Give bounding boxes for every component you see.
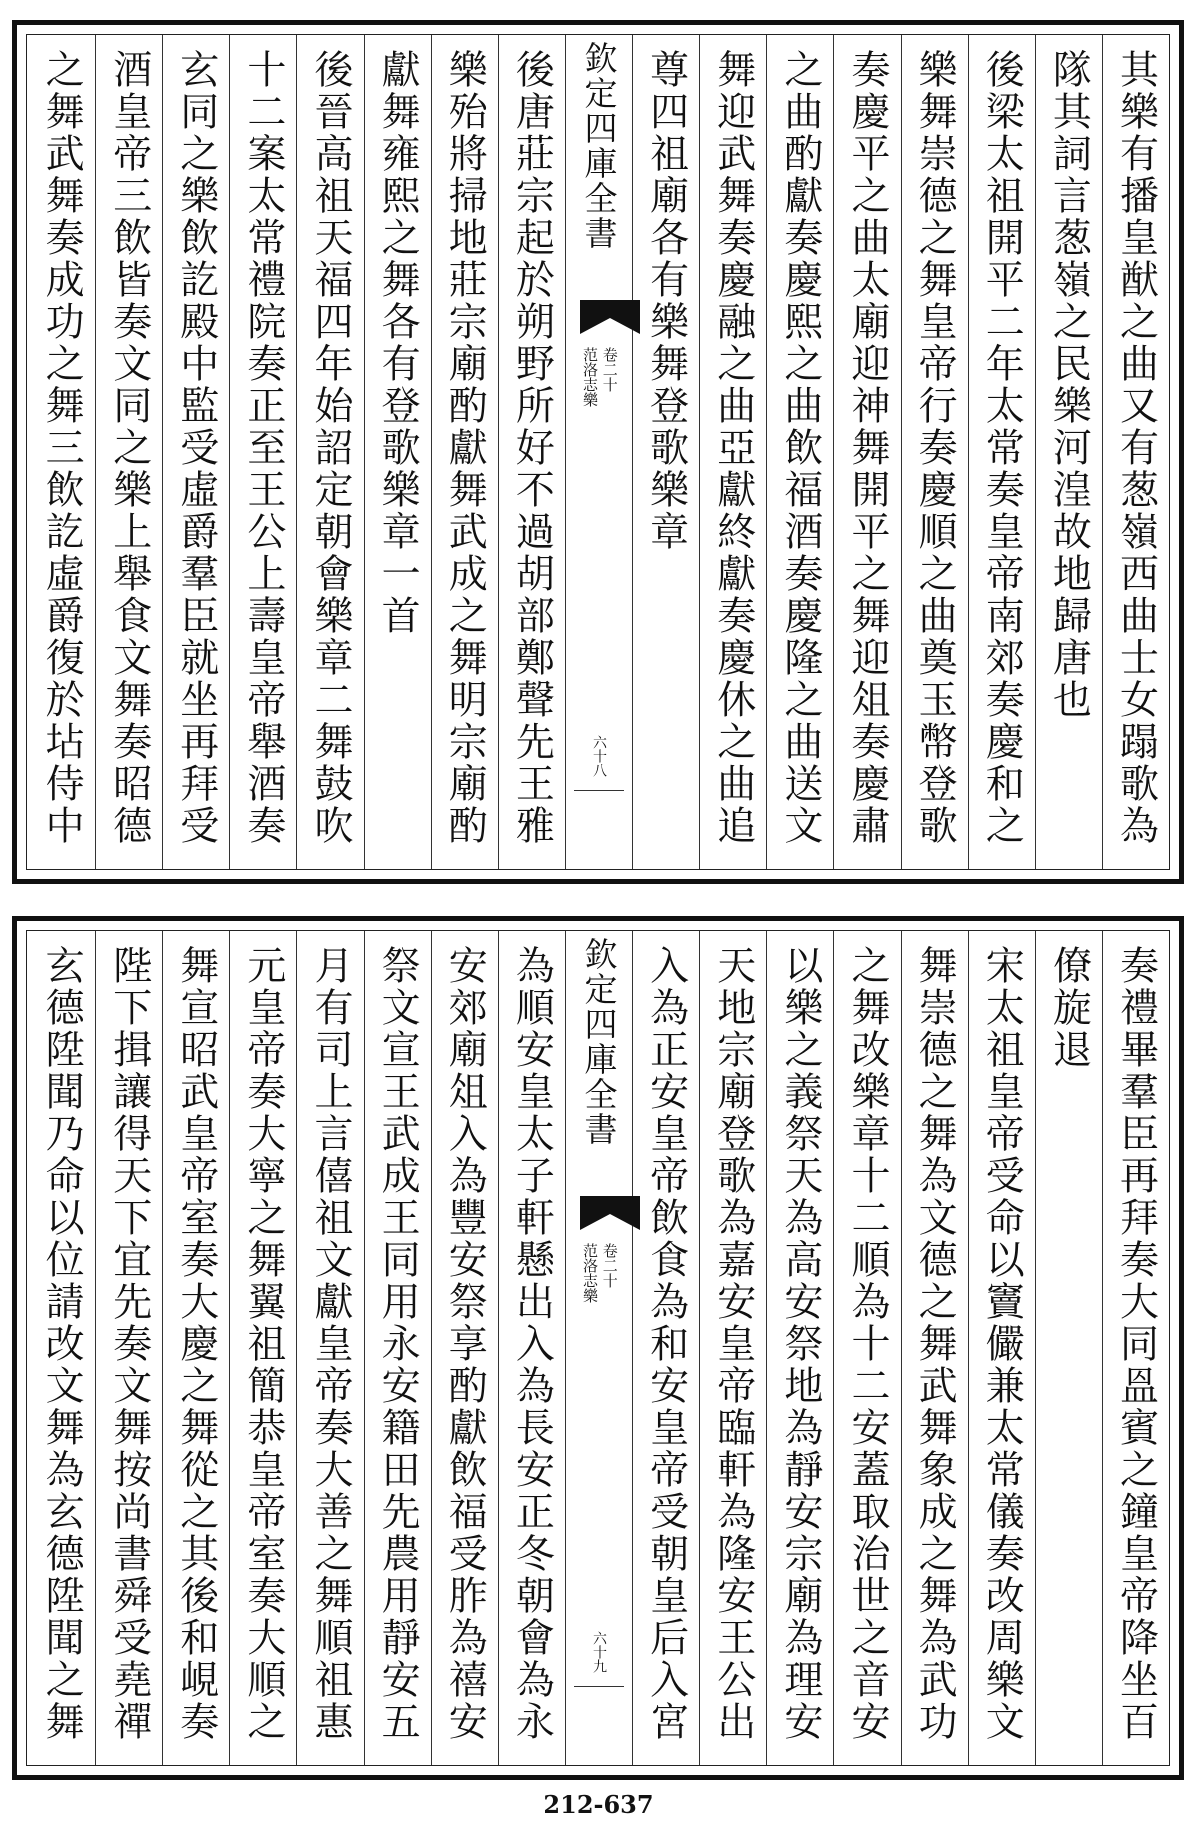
text-column <box>28 35 95 869</box>
text-column <box>162 35 229 869</box>
fish-tail-mark <box>580 300 640 334</box>
book-series-title: 欽定四庫全書 <box>579 41 619 251</box>
text-column <box>498 35 565 869</box>
volume-label: 卷二十 <box>600 347 619 392</box>
book-name: 范洛志樂 <box>581 347 599 407</box>
column-text: 後晉高祖天福四年始詔定朝會樂章二舞鼓吹 <box>308 49 354 847</box>
lower-page <box>12 916 1184 1780</box>
column-text: 舞迎武舞奏慶融之曲亞獻終獻奏慶休之曲追 <box>710 49 756 847</box>
column-text: 玄同之樂飲訖殿中監受虛爵羣臣就坐再拜受 <box>173 49 219 847</box>
column-text: 為順安皇太子軒懸出入為長安正冬朝會為永 <box>509 945 555 1743</box>
book-name: 范洛志樂 <box>581 1243 599 1303</box>
text-column <box>296 35 363 869</box>
text-column <box>229 35 296 869</box>
leaf-number: 六十八 <box>591 735 607 777</box>
text-column <box>1102 35 1169 869</box>
column-text: 奏慶平之曲太廟迎神舞開平之舞迎俎奏慶肅 <box>844 49 890 847</box>
text-column <box>699 35 766 869</box>
upper-page <box>12 20 1184 884</box>
column-text: 玄德陞聞乃命以位請改文舞為玄德陞聞之舞 <box>39 945 85 1743</box>
column-text: 陛下揖讓得天下宜先奏文舞按尚書舜受堯禪 <box>106 945 152 1743</box>
upper-page-frame <box>26 34 1170 870</box>
column-text: 月有司上言僖祖文獻皇帝奏大善之舞順祖惠 <box>308 945 354 1743</box>
text-column <box>968 931 1035 1765</box>
text-column <box>431 35 498 869</box>
center-margin-column <box>565 35 632 869</box>
column-text: 舞宣昭武皇帝室奏大慶之舞從之其後和峴奏 <box>173 945 219 1743</box>
column-text: 獻舞雍熙之舞各有登歌樂章一首 <box>375 49 421 637</box>
column-text: 後唐莊宗起於朔野所好不過胡部鄭聲先王雅 <box>509 49 555 847</box>
column-text: 奏禮畢羣臣再拜奏大同𥁕賓之鐘皇帝降坐百 <box>1113 945 1159 1743</box>
text-column <box>364 931 431 1765</box>
center-margin-column <box>565 931 632 1765</box>
text-column <box>1102 931 1169 1765</box>
text-column <box>95 35 162 869</box>
text-column <box>833 931 900 1765</box>
text-column <box>28 931 95 1765</box>
text-column <box>699 931 766 1765</box>
leaf-number: 六十九 <box>591 1631 607 1673</box>
text-column <box>1035 35 1102 869</box>
text-column <box>229 931 296 1765</box>
text-column <box>632 35 699 869</box>
text-column <box>431 931 498 1765</box>
text-column <box>364 35 431 869</box>
column-text: 以樂之義祭天為高安祭地為靜安宗廟為理安 <box>777 945 823 1743</box>
text-column <box>95 931 162 1765</box>
text-column <box>296 931 363 1765</box>
text-column <box>498 931 565 1765</box>
column-text: 之舞改樂章十二順為十二安蓋取治世之音安 <box>844 945 890 1743</box>
text-column <box>968 35 1035 869</box>
column-text: 十二案太常禮院奏正至王公上壽皇帝舉酒奏 <box>240 49 286 847</box>
column-text: 祭文宣王武成王同用永安籍田先農用靜安五 <box>375 945 421 1743</box>
text-column <box>766 931 833 1765</box>
lower-page-frame <box>26 930 1170 1766</box>
text-column <box>901 931 968 1765</box>
fish-tail-mark <box>580 1196 640 1230</box>
column-text: 之曲酌獻奏慶熙之曲飲福酒奏慶隆之曲送文 <box>777 49 823 847</box>
column-text: 元皇帝奏大寧之舞翼祖簡恭皇帝室奏大順之 <box>240 945 286 1743</box>
column-text: 安郊廟俎入為豐安祭享酌獻飲福受胙為禧安 <box>442 945 488 1743</box>
text-column <box>162 931 229 1765</box>
margin-rule <box>574 1686 624 1687</box>
column-text: 尊四祖廟各有樂舞登歌樂章 <box>643 49 689 553</box>
text-column <box>766 35 833 869</box>
volume-label: 卷二十 <box>600 1243 619 1288</box>
column-text: 之舞武舞奏成功之舞三飲訖虛爵復於坫侍中 <box>39 49 85 847</box>
text-column <box>901 35 968 869</box>
text-column <box>632 931 699 1765</box>
column-text: 僚旋退 <box>1046 945 1092 1071</box>
column-text: 樂殆將掃地莊宗廟酌獻舞武成之舞明宗廟酌 <box>442 49 488 847</box>
column-text: 隊其詞言葱嶺之民樂河湟故地歸唐也 <box>1046 49 1092 721</box>
column-text: 樂舞崇德之舞皇帝行奏慶順之曲奠玉幣登歌 <box>912 49 958 847</box>
text-column <box>833 35 900 869</box>
margin-rule <box>574 790 624 791</box>
page-footer-number: 212-637 <box>543 1790 654 1819</box>
book-series-title: 欽定四庫全書 <box>579 937 619 1147</box>
column-text: 酒皇帝三飲皆奏文同之樂上舉食文舞奏昭德 <box>106 49 152 847</box>
column-text: 後梁太祖開平二年太常奏皇帝南郊奏慶和之 <box>979 49 1025 847</box>
column-text: 入為正安皇帝飲食為和安皇帝受朝皇后入宮 <box>643 945 689 1743</box>
column-text: 宋太祖皇帝受命以竇儼兼太常儀奏改周樂文 <box>979 945 1025 1743</box>
text-column <box>1035 931 1102 1765</box>
column-text: 舞崇德之舞為文德之舞武舞象成之舞為武功 <box>912 945 958 1743</box>
column-text: 其樂有播皇猷之曲又有葱嶺西曲士女蹋歌為 <box>1113 49 1159 847</box>
column-text: 天地宗廟登歌為嘉安皇帝臨軒為隆安王公出 <box>710 945 756 1743</box>
